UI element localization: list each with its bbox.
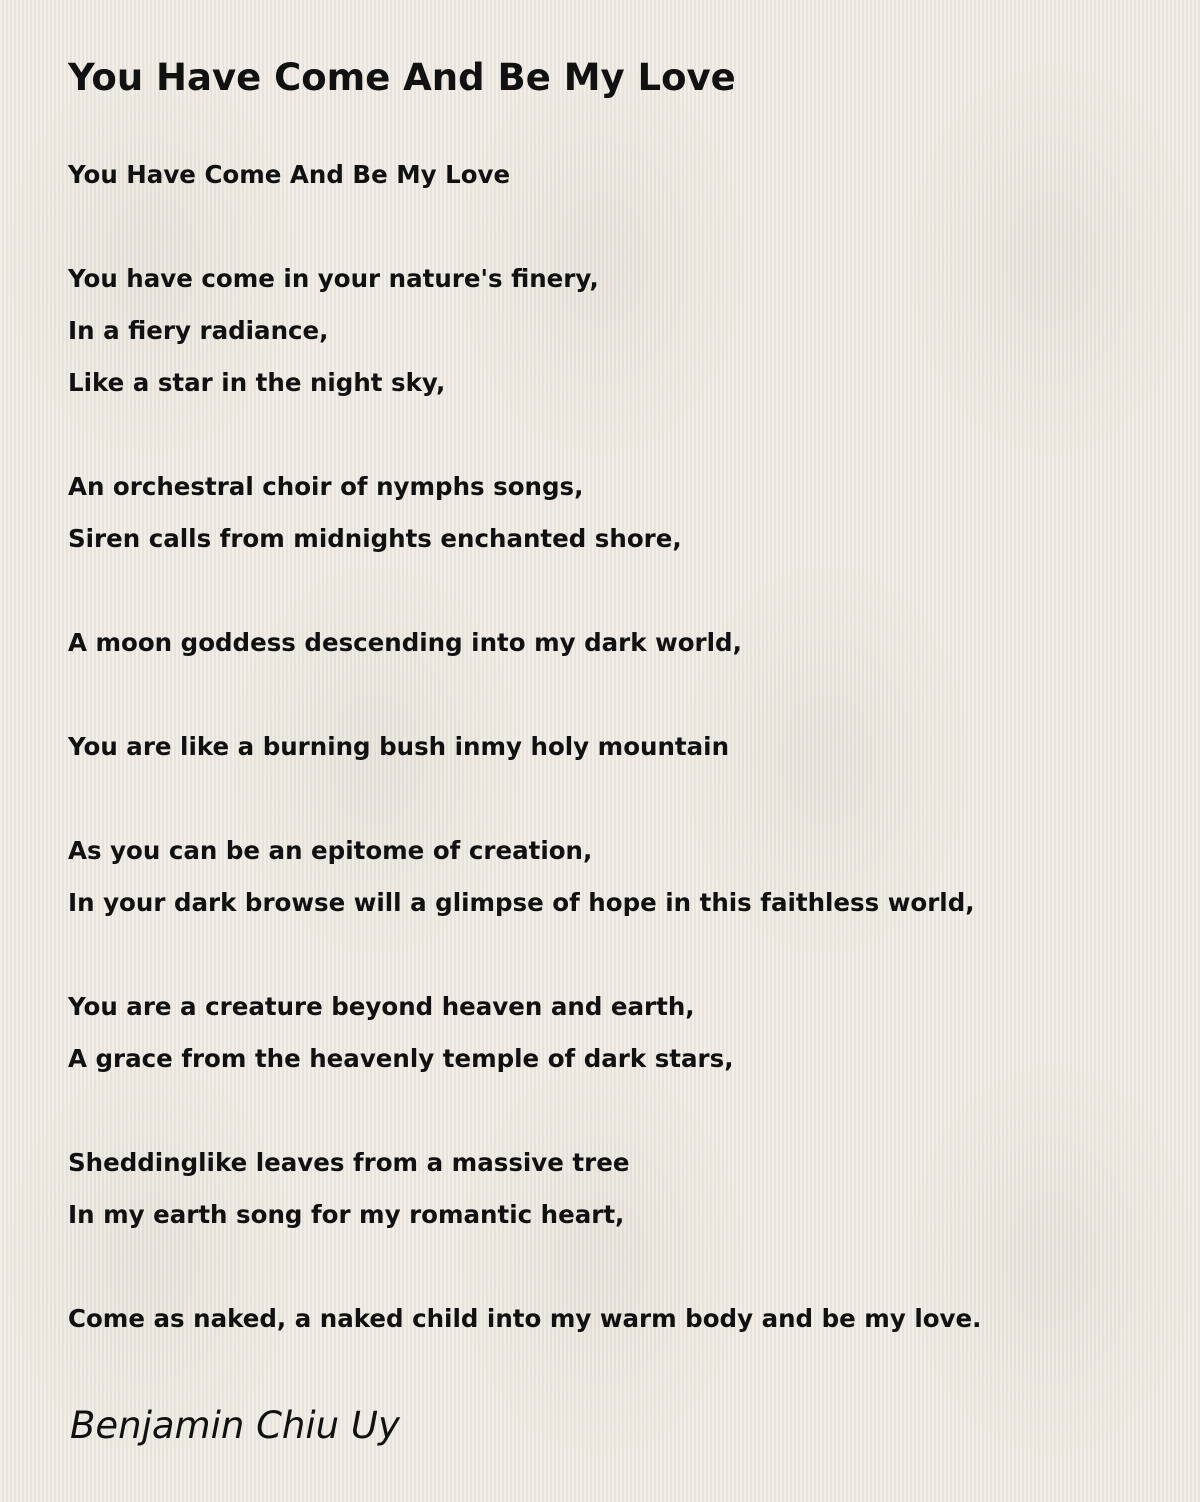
poem-line-blank (68, 409, 1178, 461)
poem-line-blank (68, 565, 1178, 617)
poem-line: In your dark browse will a glimpse of hope in this faithless world, (68, 888, 975, 917)
poem-title: You Have Come And Be My Love (68, 56, 736, 99)
poem-line-blank (68, 1241, 1178, 1293)
poem-line: In my earth song for my romantic heart, (68, 1200, 625, 1229)
poem-line: Siren calls from midnights enchanted shore, (68, 524, 682, 553)
poem-line-blank (68, 201, 1178, 253)
poem-line: As you can be an epitome of creation, (68, 836, 593, 865)
poem-line: A moon goddess descending into my dark world, (68, 628, 742, 657)
poem-line-blank (68, 773, 1178, 825)
poem-line: You Have Come And Be My Love (68, 160, 511, 189)
poem-line: Like a star in the night sky, (68, 368, 446, 397)
poem-line: Sheddinglike leaves from a massive tree (68, 1148, 630, 1177)
poem-line-blank (68, 1085, 1178, 1137)
poem-line: You have come in your nature's finery, (68, 264, 599, 293)
poem-line-blank (68, 929, 1178, 981)
poem-line-blank (68, 669, 1178, 721)
poem-line: You are a creature beyond heaven and earth, (68, 992, 695, 1021)
poem-body (68, 149, 1178, 1345)
poem-line: You are like a burning bush inmy holy mountain (68, 732, 730, 761)
poem-author: Benjamin Chiu Uy (70, 1404, 400, 1447)
poem-line: An orchestral choir of nymphs songs, (68, 472, 584, 501)
poem-line: A grace from the heavenly temple of dark stars, (68, 1044, 734, 1073)
poem-line: In a fiery radiance, (68, 316, 329, 345)
poem-line: Come as naked, a naked child into my warm body and be my love. (68, 1304, 982, 1333)
